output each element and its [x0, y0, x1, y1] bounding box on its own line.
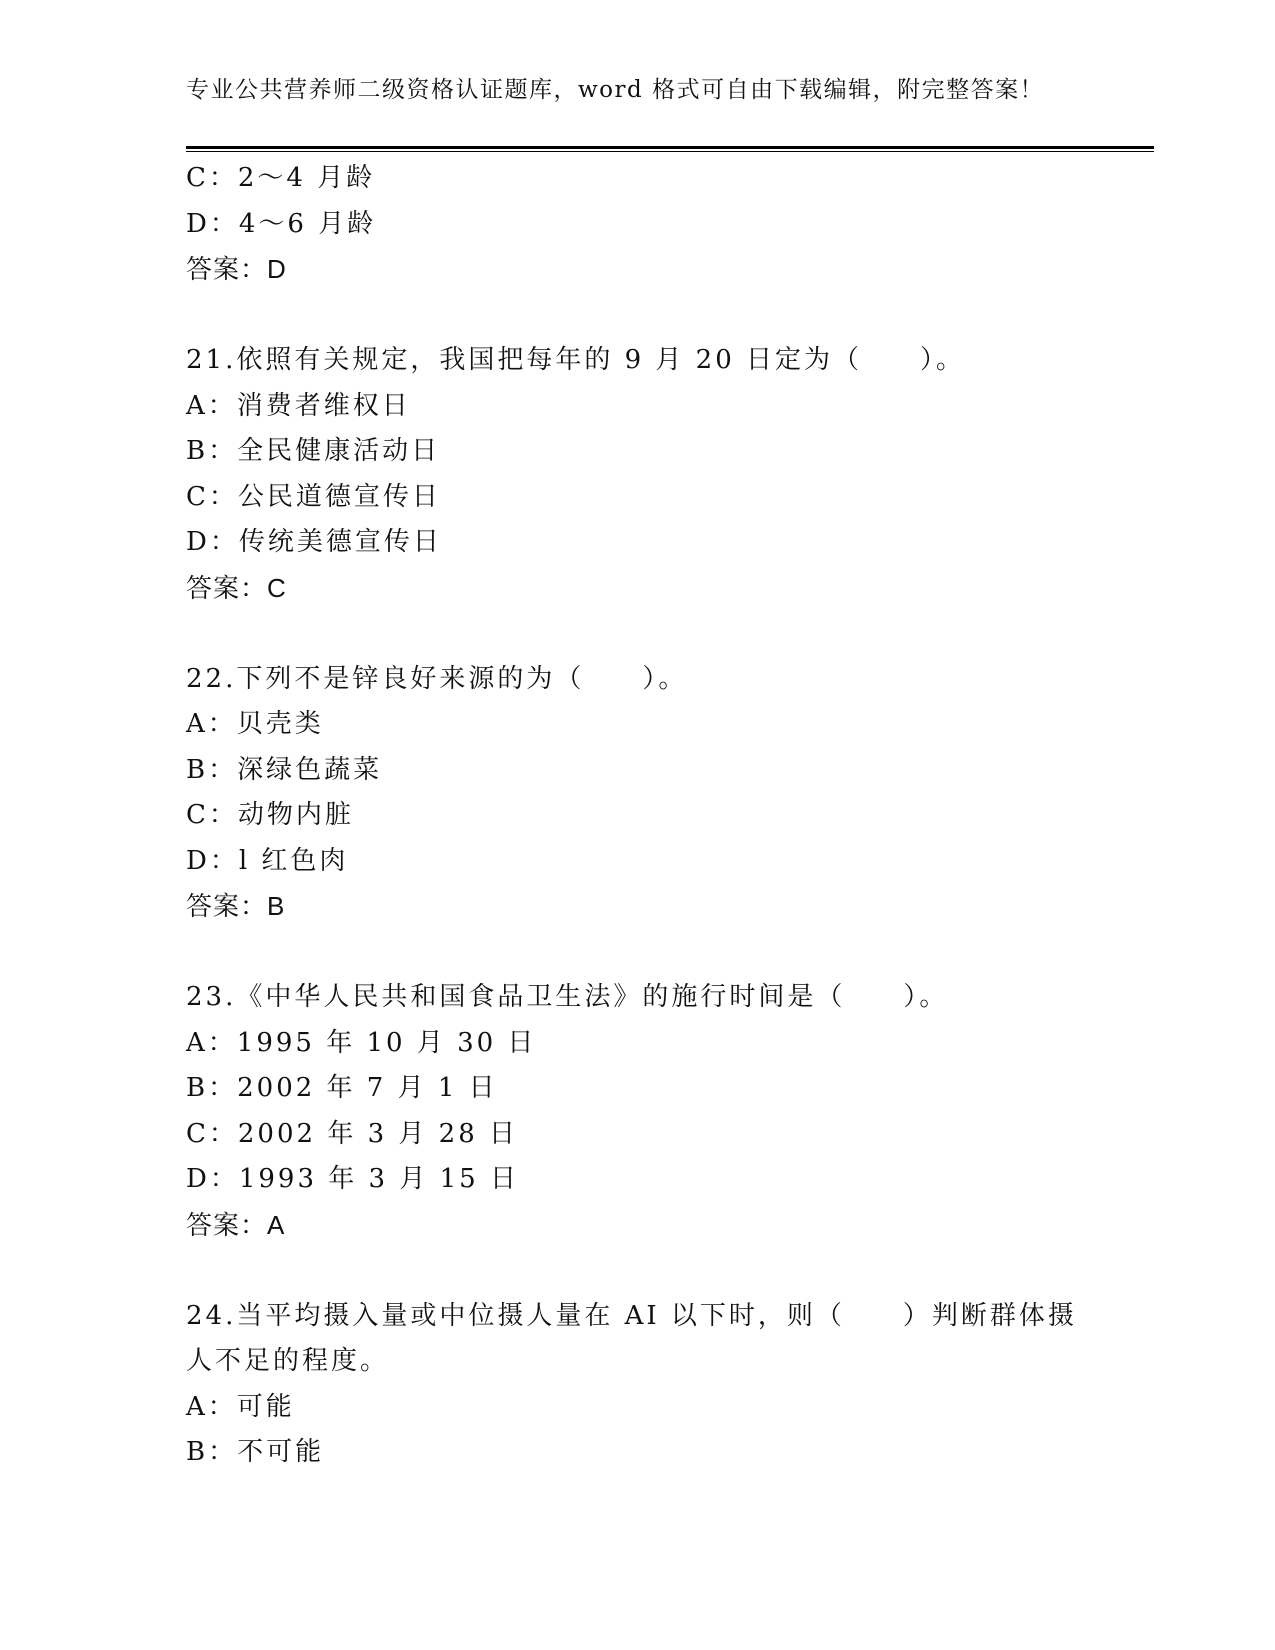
option-b: B：2002 年 7 月 1 日: [186, 1073, 498, 1103]
question-21: [186, 338, 1086, 611]
option-a: A：贝壳类: [186, 709, 324, 739]
option-b: B：不可能: [186, 1437, 325, 1467]
option-d: D：1993 年 3 月 15 日: [186, 1164, 519, 1194]
question-stem-line-1: 24.当平均摄入量或中位摄人量在 AI 以下时，则（ ）判断群体摄: [186, 1300, 1077, 1331]
spacer: [186, 1248, 1086, 1294]
option-a: A：消费者维权日: [186, 390, 411, 421]
option-a: A：可能: [186, 1391, 295, 1422]
answer-line: 答案：B: [186, 891, 286, 921]
option-c: C：2002 年 3 月 28 日: [186, 1118, 519, 1149]
option-d: D：l 红色肉: [186, 845, 349, 876]
question-24: [186, 1294, 1086, 1476]
question-stem: 22.下列不是锌良好来源的为（ ）。: [186, 663, 688, 694]
answer-line: 答案：C: [186, 572, 287, 603]
option-d: D：传统美德宣传日: [186, 527, 442, 557]
option-b: B：全民健康活动日: [186, 436, 441, 466]
header-divider: [186, 146, 1154, 152]
question-stem: 23.《中华人民共和国食品卫生法》的施行时间是（ ）。: [186, 982, 949, 1012]
spacer: [186, 293, 1086, 339]
answer-line: 答案：A: [186, 1209, 286, 1240]
option-c: C：动物内脏: [186, 800, 354, 830]
spacer: [186, 930, 1086, 976]
question-stem: 21.依照有关规定，我国把每年的 9 月 20 日定为（ ）。: [186, 345, 966, 375]
question-content: [186, 156, 1086, 1476]
option-c: C：公民道德宣传日: [186, 481, 441, 512]
option-b: B：深绿色蔬菜: [186, 754, 383, 785]
question-stem-line-2: 人不足的程度。: [186, 1346, 390, 1376]
question-20-tail: [186, 156, 1086, 293]
spacer: [186, 611, 1086, 657]
option-d: D：4～6 月龄: [186, 208, 377, 239]
question-22: [186, 657, 1086, 930]
page-header: 专业公共营养师二级资格认证题库，word 格式可自由下载编辑，附完整答案！: [186, 77, 1045, 103]
question-23: [186, 975, 1086, 1248]
option-c: C：2～4 月龄: [186, 163, 376, 193]
answer-line: 答案：D: [186, 254, 287, 284]
option-a: A：1995 年 10 月 30 日: [186, 1027, 537, 1058]
